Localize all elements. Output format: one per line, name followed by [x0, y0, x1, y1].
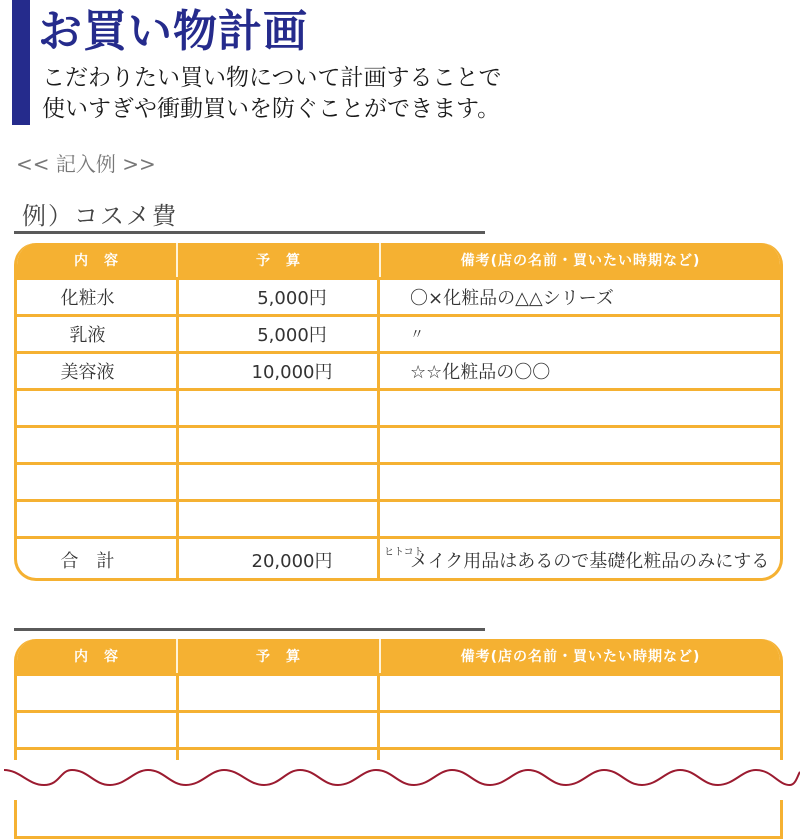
- header-budget: 予 算: [176, 243, 379, 277]
- subtitle-line-1: こだわりたい買い物について計画することで: [42, 65, 502, 91]
- blank-category-underline: [14, 628, 485, 631]
- cell-item: [17, 428, 176, 462]
- table-row: [17, 314, 780, 351]
- blank-budget-table: [14, 639, 783, 839]
- cell-item[interactable]: [17, 676, 176, 710]
- cell-note: ☆☆化粧品の〇〇: [377, 354, 780, 388]
- total-budget: 20,000円: [176, 539, 377, 580]
- table-header: [17, 243, 780, 277]
- hitokoto-label: ヒトコト: [384, 547, 424, 558]
- example-label: << 記入例 >>: [16, 152, 156, 176]
- table-row: [17, 351, 780, 388]
- header-item: 内 容: [74, 253, 119, 269]
- cell-budget[interactable]: [176, 713, 377, 747]
- subtitle-line-2: 使いすぎや衝動買いを防ぐことができます。: [42, 96, 501, 122]
- total-note-cell: [377, 539, 780, 580]
- category-underline: [14, 231, 485, 234]
- table-row: [17, 499, 780, 536]
- example-budget-table: [14, 243, 783, 581]
- cell-note[interactable]: [377, 676, 780, 710]
- cell-note: 〃: [377, 317, 780, 351]
- title-accent-bar: [12, 0, 30, 125]
- cell-item: [17, 502, 176, 536]
- header-note: 備考(店の名前・買いたい時期など): [379, 243, 780, 277]
- cell-item: 乳液: [69, 325, 106, 346]
- table-row: [17, 710, 780, 747]
- cell-budget: 5,000円: [176, 280, 377, 314]
- cell-note: [377, 465, 780, 499]
- header-item: 内 容: [74, 649, 119, 665]
- cell-budget: [176, 428, 377, 462]
- table-header: [17, 639, 780, 673]
- cell-note[interactable]: [377, 713, 780, 747]
- cell-budget: [176, 502, 377, 536]
- cell-budget: [176, 391, 377, 425]
- header-note: 備考(店の名前・買いたい時期など): [379, 639, 780, 673]
- cell-budget: 5,000円: [176, 317, 377, 351]
- cell-item: 美容液: [60, 362, 115, 383]
- cell-item: [17, 465, 176, 499]
- header-budget: 予 算: [176, 639, 379, 673]
- table-row: [17, 277, 780, 314]
- cell-note: [377, 391, 780, 425]
- table-row: [17, 673, 780, 710]
- cell-item: 化粧水: [60, 288, 115, 309]
- cell-item: [17, 391, 176, 425]
- total-note: メイク用品はあるので基礎化粧品のみにする: [410, 550, 770, 572]
- cell-budget: [176, 465, 377, 499]
- torn-edge-wave: [0, 760, 800, 800]
- table-row: [17, 388, 780, 425]
- table-row: [17, 425, 780, 462]
- total-label: 合 計: [60, 550, 115, 572]
- cell-note: 〇×化粧品の△△シリーズ: [377, 280, 780, 314]
- cell-note: [377, 428, 780, 462]
- table-row: [17, 462, 780, 499]
- page-title: お買い物計画: [38, 6, 308, 57]
- example-category-title: 例）コスメ費: [22, 202, 178, 230]
- cell-note: [377, 502, 780, 536]
- cell-budget[interactable]: [176, 676, 377, 710]
- cell-item[interactable]: [17, 713, 176, 747]
- cell-budget: 10,000円: [176, 354, 377, 388]
- total-row: [17, 536, 780, 580]
